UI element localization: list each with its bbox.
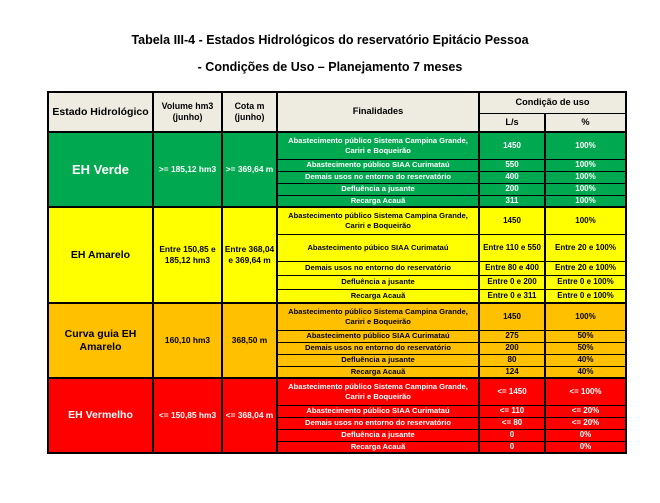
finalidade-cell: Defluência a jusante bbox=[277, 275, 479, 289]
pct-value: 100% bbox=[545, 159, 626, 171]
ls-value: 400 bbox=[479, 171, 545, 183]
pct-value: Entre 20 e 100% bbox=[545, 234, 626, 261]
pct-value: 100% bbox=[545, 303, 626, 330]
ls-value: 311 bbox=[479, 195, 545, 207]
state-cell-curva-guia: Curva guia EH Amarelo bbox=[48, 303, 153, 378]
finalidade-cell: Abastecimento público Sistema Campina Grande, Cariri e Boqueirão bbox=[277, 132, 479, 159]
ls-value: Entre 110 e 550 bbox=[479, 234, 545, 261]
finalidade-cell: Recarga Acauã bbox=[277, 441, 479, 453]
hydrological-states-table bbox=[47, 91, 627, 454]
finalidade-cell: Abastecimento público SIAA Curimataú bbox=[277, 159, 479, 171]
finalidade-cell: Abastecimento público SIAA Curimataú bbox=[277, 330, 479, 342]
finalidade-cell: Abastecimento público Sistema Campina Grande, Cariri e Boqueirão bbox=[277, 378, 479, 405]
pct-value: 0% bbox=[545, 429, 626, 441]
header-row bbox=[48, 92, 626, 113]
finalidade-cell: Recarga Acauã bbox=[277, 195, 479, 207]
volume-cell: Entre 150,85 e 185,12 hm3 bbox=[153, 207, 222, 303]
volume-cell: 160,10 hm3 bbox=[153, 303, 222, 378]
cota-cell: 368,50 m bbox=[222, 303, 277, 378]
ls-value: 1450 bbox=[479, 207, 545, 234]
pct-value: 100% bbox=[545, 183, 626, 195]
ls-value: 1450 bbox=[479, 303, 545, 330]
finalidade-cell: Abastecimento público Sistema Campina Grande, Cariri e Boqueirão bbox=[277, 303, 479, 330]
header-pct: % bbox=[545, 113, 626, 132]
table-title-line2: - Condições de Uso – Planejamento 7 meses bbox=[197, 60, 463, 74]
finalidade-cell: Defluência a jusante bbox=[277, 183, 479, 195]
pct-value: <= 100% bbox=[545, 378, 626, 405]
header-estado: Estado Hidrológico bbox=[48, 92, 153, 132]
pct-value: 0% bbox=[545, 441, 626, 453]
header-cota: Cota m (junho) bbox=[222, 92, 277, 132]
finalidade-cell: Recarga Acauã bbox=[277, 289, 479, 303]
ls-value: 200 bbox=[479, 183, 545, 195]
pct-value: <= 20% bbox=[545, 405, 626, 417]
volume-cell: >= 185,12 hm3 bbox=[153, 132, 222, 207]
pct-value: 40% bbox=[545, 354, 626, 366]
pct-value: Entre 0 e 100% bbox=[545, 289, 626, 303]
pct-value: 100% bbox=[545, 171, 626, 183]
table-title bbox=[0, 27, 660, 81]
finalidade-cell: Abastecimento público Sistema Campina Grande, Cariri e Boqueirão bbox=[277, 207, 479, 234]
ls-value: 1450 bbox=[479, 132, 545, 159]
state-cell-eh-verde: EH Verde bbox=[48, 132, 153, 207]
ls-value: <= 1450 bbox=[479, 378, 545, 405]
pct-value: 50% bbox=[545, 330, 626, 342]
ls-value: 200 bbox=[479, 342, 545, 354]
state-cell-eh-vermelho: EH Vermelho bbox=[48, 378, 153, 453]
ls-value: 0 bbox=[479, 441, 545, 453]
pct-value: 100% bbox=[545, 132, 626, 159]
header-condicao-de-uso: Condição de uso bbox=[479, 92, 626, 113]
table-title-line1: Tabela III-4 - Estados Hidrológicos do reservatório Epitácio Pessoa bbox=[131, 33, 529, 47]
pct-value: 100% bbox=[545, 195, 626, 207]
pct-value: Entre 20 e 100% bbox=[545, 261, 626, 275]
pct-value: 40% bbox=[545, 366, 626, 378]
ls-value: <= 110 bbox=[479, 405, 545, 417]
pct-value: <= 20% bbox=[545, 417, 626, 429]
pct-value: 50% bbox=[545, 342, 626, 354]
finalidade-cell: Demais usos no entorno do reservatório bbox=[277, 342, 479, 354]
ls-value: Entre 0 e 311 bbox=[479, 289, 545, 303]
ls-value: Entre 80 e 400 bbox=[479, 261, 545, 275]
pct-value: Entre 0 e 100% bbox=[545, 275, 626, 289]
pct-value: 100% bbox=[545, 207, 626, 234]
cota-cell: <= 368,04 m bbox=[222, 378, 277, 453]
header-finalidades: Finalidades bbox=[277, 92, 479, 132]
table-row bbox=[48, 378, 626, 405]
header-ls: L/s bbox=[479, 113, 545, 132]
ls-value: 124 bbox=[479, 366, 545, 378]
finalidade-cell: Recarga Acauã bbox=[277, 366, 479, 378]
finalidade-cell: Demais usos no entorno do reservatório bbox=[277, 261, 479, 275]
cota-cell: Entre 368,04 e 369,64 m bbox=[222, 207, 277, 303]
finalidade-cell: Defluência a jusante bbox=[277, 354, 479, 366]
ls-value: Entre 0 e 200 bbox=[479, 275, 545, 289]
finalidade-cell: Demais usos no entorno do reservatório bbox=[277, 171, 479, 183]
finalidade-cell: Defluência a jusante bbox=[277, 429, 479, 441]
cota-cell: >= 369,64 m bbox=[222, 132, 277, 207]
finalidade-cell: Abastecimento púbico SIAA Curimataú bbox=[277, 234, 479, 261]
table-row bbox=[48, 132, 626, 159]
ls-value: <= 80 bbox=[479, 417, 545, 429]
table-row bbox=[48, 303, 626, 330]
volume-cell: <= 150,85 hm3 bbox=[153, 378, 222, 453]
state-cell-eh-amarelo: EH Amarelo bbox=[48, 207, 153, 303]
ls-value: 275 bbox=[479, 330, 545, 342]
finalidade-cell: Abastecimento público SIAA Curimataú bbox=[277, 405, 479, 417]
finalidade-cell: Demais usos no entorno do reservatório bbox=[277, 417, 479, 429]
ls-value: 80 bbox=[479, 354, 545, 366]
table-row bbox=[48, 207, 626, 234]
ls-value: 550 bbox=[479, 159, 545, 171]
header-volume: Volume hm3 (junho) bbox=[153, 92, 222, 132]
ls-value: 0 bbox=[479, 429, 545, 441]
